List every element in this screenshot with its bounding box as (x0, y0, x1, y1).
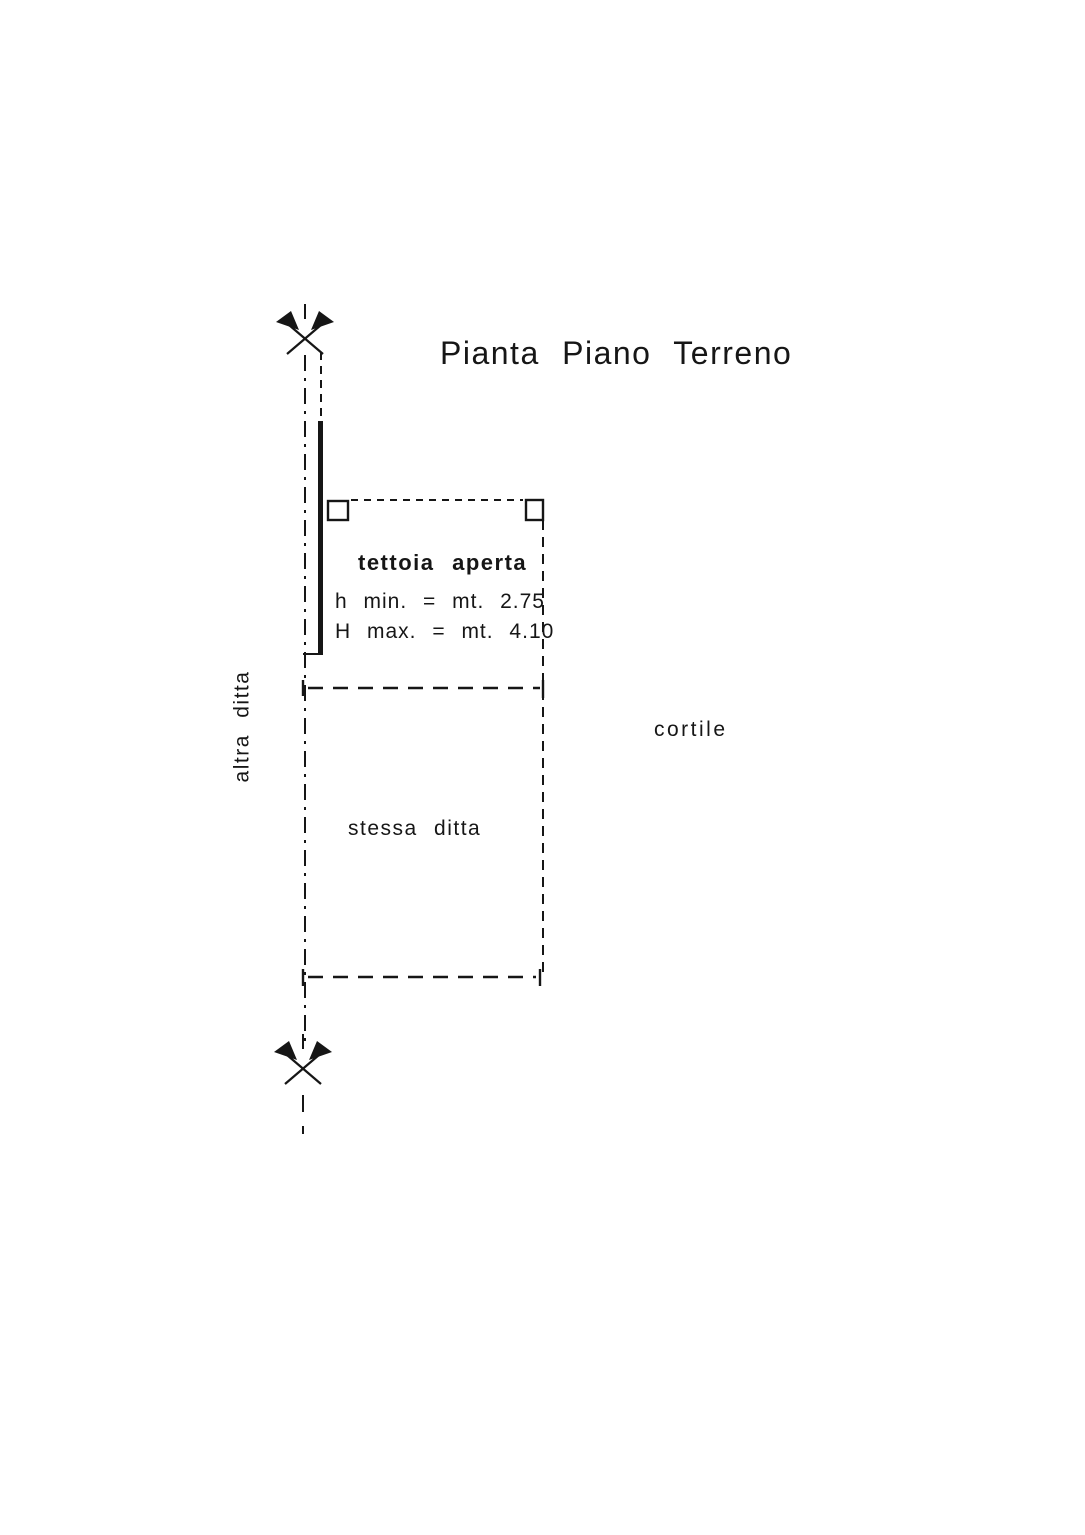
boundary-marker-icon (276, 304, 334, 354)
same-firm-parcel-label: stessa ditta (348, 817, 482, 840)
plan-title: Pianta Piano Terreno (440, 335, 793, 371)
parcel-bottom-edge (303, 969, 540, 986)
canopy-pillar-left (328, 501, 348, 520)
canopy-height-min-label: h min. = mt. 2.75 (335, 590, 545, 613)
canopy-pillar-right (526, 500, 543, 520)
canopy-height-max-label: H max. = mt. 4.10 (335, 620, 555, 643)
canopy-bottom-edge (303, 680, 543, 698)
canopy-label: tettoia aperta (358, 550, 528, 575)
courtyard-label: cortile (654, 718, 728, 741)
boundary-marker-icon (274, 1034, 332, 1084)
other-firm-parcel-label: altra ditta (230, 670, 254, 783)
